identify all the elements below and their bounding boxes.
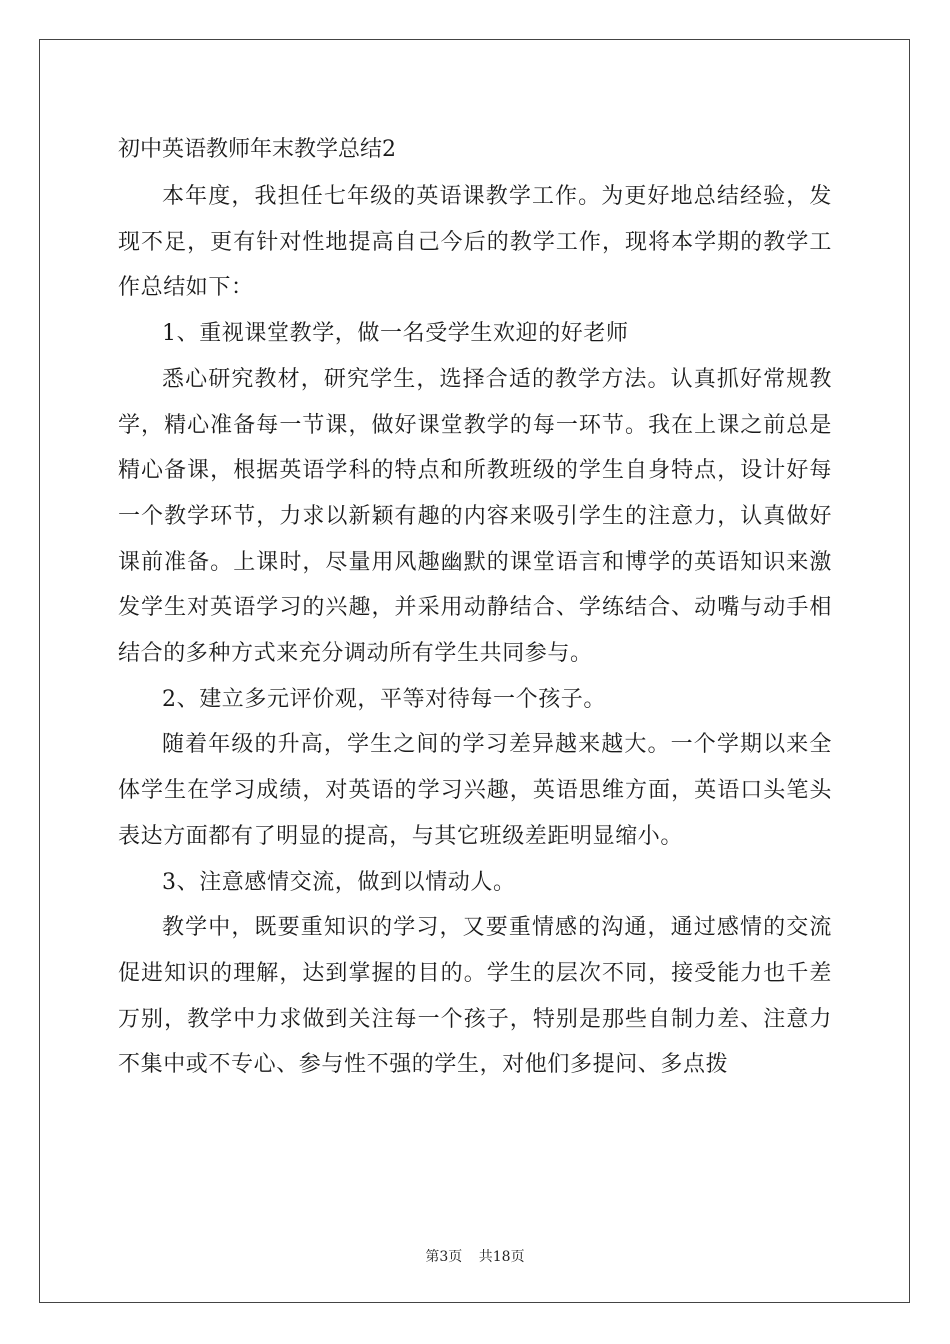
section-heading-3: 3、注意感情交流，做到以情动人。 bbox=[162, 869, 516, 895]
page-total: 共18页 bbox=[478, 1249, 525, 1265]
document-title: 初中英语教师年末教学总结2 bbox=[118, 137, 396, 162]
paragraph-intro: 本年度，我担任七年级的英语课教学工作。为更好地总结经验，发现不足，更有针对性地提高自己今后的教学工作，现将本学期的教学工作总结如下： bbox=[118, 184, 832, 301]
page-footer bbox=[0, 1247, 950, 1267]
paragraph-section-2: 随着年级的升高，学生之间的学习差异越来越大。一个学期以来全体学生在学习成绩，对英语的学习兴趣，英语思维方面，英语口头笔头表达方面都有了明显的提高，与其它班级差距明显缩小。 bbox=[118, 732, 832, 849]
page-number: 第3页 bbox=[425, 1249, 463, 1265]
paragraph-section-3: 教学中，既要重知识的学习，又要重情感的沟通，通过感情的交流促进知识的理解，达到掌握的目的。学生的层次不同，接受能力也千差万别，教学中力求做到关注每一个孩子，特别是那些自制力差、注意力不集中或不专心、参与性不强的学生，对他们多提问、多点拨 bbox=[118, 915, 832, 1078]
section-heading-2: 2、建立多元评价观，平等对待每一个孩子。 bbox=[162, 686, 606, 712]
paragraph-section-1: 悉心研究教材，研究学生，选择合适的教学方法。认真抓好常规教学，精心准备每一节课，做好课堂教学的每一环节。我在上课之前总是精心备课，根据英语学科的特点和所教班级的学生自身特点，设计好每一个教学环节，力求以新颖有趣的内容来吸引学生的注意力，认真做好课前准备。上课时，尽量用风趣幽默的课堂语言和博学的英语知识来激发学生对英语学习的兴趣，并采用动静结合、学练结合、动嘴与动手相结合的多种方式来充分调动所有学生共同参与。 bbox=[118, 366, 832, 667]
section-heading-1: 1、重视课堂教学，做一名受学生欢迎的好老师 bbox=[162, 321, 629, 347]
document-body bbox=[118, 128, 832, 1088]
